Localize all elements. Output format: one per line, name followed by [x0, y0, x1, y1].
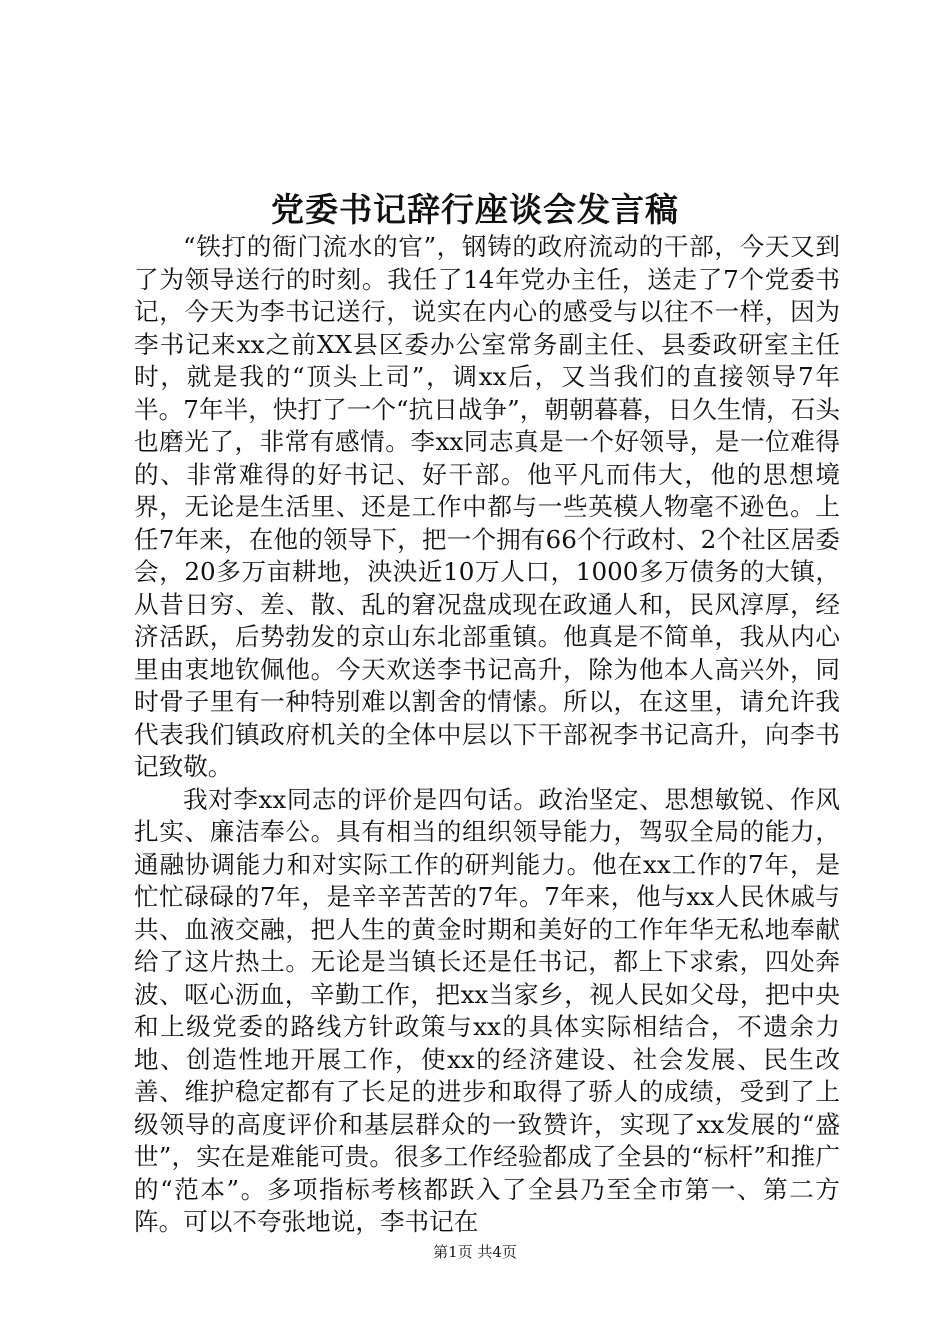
body-paragraph-1: “铁打的衙门流水的官”，钢铸的政府流动的干部，今天又到了为领导送行的时刻。我任了14年党办主任，送走了7个党委书记，今天为李书记送行，说实在内心的感受与以往不一样，因为李书记来xx之前XX县区委办公室常务副主任、县委政研室主任时，就是我的“顶头上司”，调xx后，又当我们的直接领导7年半。7年半，快打了一个“抗日战争”，朝朝暮暮，日久生情，石头也磨光了，非常有感情。李xx同志真是一个好领导，是一位难得的、非常难得的好书记、好干部。他平凡而伟大，他的思想境界，无论是生活里、还是工作中都与一些英模人物毫不逊色。上任7年来，在他的领导下，把一个拥有66个行政村、2个社区居委会，20多万亩耕地，泱泱近10万人口，1000多万债务的大镇，从昔日穷、差、散、乱的窘况盘成现在政通人和，民风淳厚，经济活跃，后势勃发的京山东北部重镇。他真是不简单，我从内心里由衷地钦佩他。今天欢送李书记高升，除为他本人高兴外，同时骨子里有一种特别难以割舍的情愫。所以，在这里，请允许我代表我们镇政府机关的全体中层以下干部祝李书记高升，向李书记致敬。	[134, 232, 840, 781]
page-footer: 第1页 共4页	[433, 1243, 517, 1261]
body-paragraph-2: 我对李xx同志的评价是四句话。政治坚定、思想敏锐、作风扎实、廉洁奉公。具有相当的组织领导能力，驾驭全局的能力，通融协调能力和对实际工作的研判能力。他在xx工作的7年，是忙忙碌碌的7年，是辛辛苦苦的7年。7年来，他与xx人民休戚与共、血液交融，把人生的黄金时期和美好的工作年华无私地奉献给了这片热土。无论是当镇长还是任书记，都上下求索，四处奔波、呕心沥血，辛勤工作，把xx当家乡，视人民如父母，把中央和上级党委的路线方针政策与xx的具体实际相结合，不遗余力地、创造性地开展工作，使xx的经济建设、社会发展、民生改善、维护稳定都有了长足的进步和取得了骄人的成绩，受到了上级领导的高度评价和基层群众的一致赞许，实现了xx发展的“盛世”，实在是难能可贵。很多工作经验都成了全县的“标杆”和推广的“范本”。多项指标考核都跃入了全县乃至全市第一、第二方阵。可以不夸张地说，李书记在	[134, 784, 840, 1236]
document-title: 党委书记辞行座谈会发言稿	[271, 190, 679, 229]
document-body	[134, 231, 840, 1239]
